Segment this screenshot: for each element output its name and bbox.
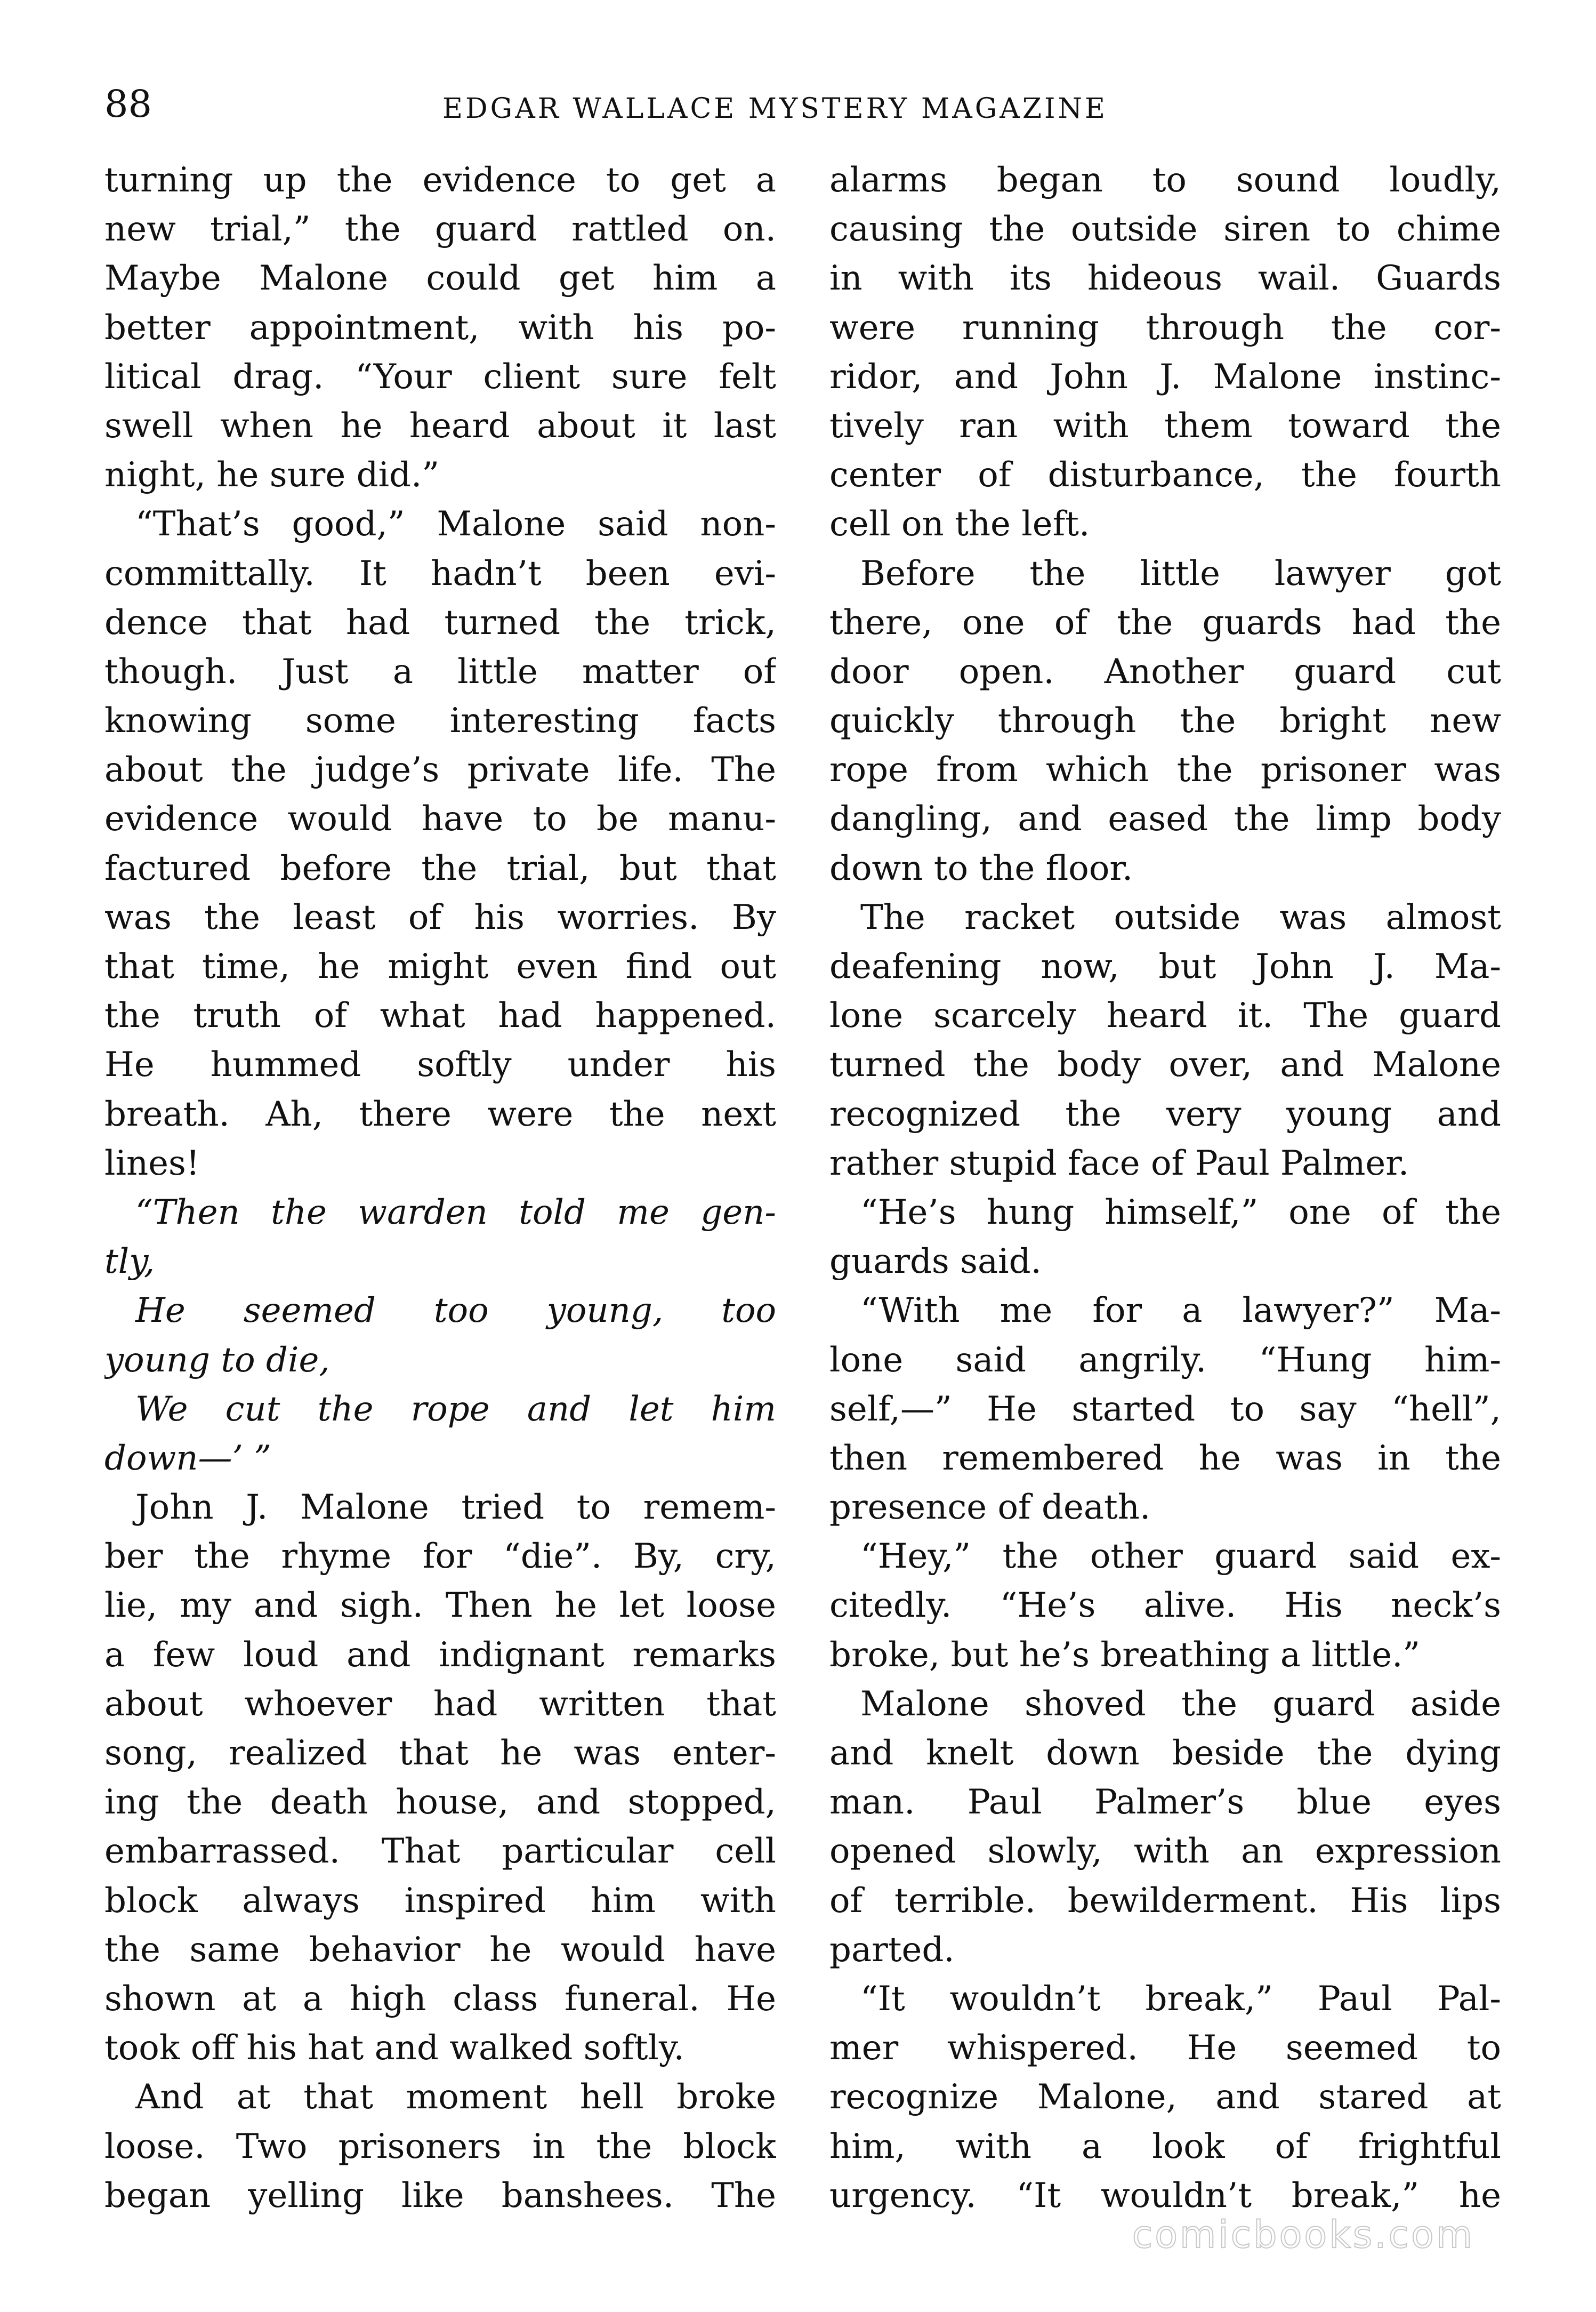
text-line: causing the outside siren to chime — [829, 210, 1501, 250]
text-line: block always inspired him with — [104, 1881, 776, 1921]
watermark: comicbooks.com — [1132, 2213, 1474, 2257]
text-line: He hummed softly under his — [104, 1045, 776, 1085]
text-line: citedly. “He’s alive. His neck’s — [829, 1586, 1501, 1626]
text-line: breath. Ah, there were the next — [104, 1094, 776, 1134]
text-line: there, one of the guards had the — [829, 603, 1501, 643]
text-line: lie, my and sigh. Then he let loose — [104, 1586, 776, 1626]
text-line: broke, but he’s breathing a little.” — [829, 1635, 1421, 1675]
text-line: and knelt down beside the dying — [829, 1733, 1501, 1773]
text-line: parted. — [829, 1930, 955, 1970]
text-line: down—’ ” — [104, 1438, 271, 1478]
text-line: alarms began to sound loudly, — [829, 160, 1501, 200]
text-line: dangling, and eased the limp body — [829, 799, 1501, 839]
left-text-column — [104, 156, 776, 2220]
text-line: ridor, and John J. Malone instinc- — [829, 357, 1501, 397]
text-line: “Then the warden told me gen- — [135, 1192, 776, 1232]
text-line: lines! — [104, 1143, 200, 1183]
text-line: self,—” He started to say “hell”, — [829, 1389, 1501, 1429]
text-line: of terrible. bewilderment. His lips — [829, 1881, 1501, 1921]
text-line: him, with a look of frightful — [829, 2126, 1501, 2166]
text-line: committally. It hadn’t been evi- — [104, 553, 776, 593]
text-line: though. Just a little matter of — [104, 652, 776, 692]
text-line: better appointment, with his po- — [104, 308, 776, 348]
text-line: mer whispered. He seemed to — [829, 2028, 1501, 2068]
text-line: tly, — [104, 1242, 155, 1282]
text-line: Malone shoved the guard aside — [860, 1684, 1501, 1724]
text-line: rope from which the prisoner was — [829, 750, 1501, 790]
page-number: 88 — [104, 82, 152, 126]
text-line: down to the floor. — [829, 848, 1133, 888]
text-line: presence of death. — [829, 1488, 1151, 1528]
text-line: dence that had turned the trick, — [104, 603, 776, 643]
text-line: quickly through the bright new — [829, 701, 1501, 741]
text-line: swell when he heard about it last — [104, 406, 776, 446]
text-line: cell on the left. — [829, 504, 1090, 544]
text-line: that time, he might even find out — [104, 947, 776, 986]
text-line: The racket outside was almost — [860, 897, 1501, 937]
text-line: turned the body over, and Malone — [829, 1045, 1501, 1085]
text-line: man. Paul Palmer’s blue eyes — [829, 1783, 1501, 1823]
text-line: center of disturbance, the fourth — [829, 455, 1501, 495]
text-line: song, realized that he was enter- — [104, 1733, 776, 1773]
text-line: litical drag. “Your client sure felt — [104, 357, 776, 397]
text-line: He seemed too young, too — [135, 1291, 776, 1331]
text-line: about whoever had written that — [104, 1684, 776, 1724]
text-line: new trial,” the guard rattled on. — [104, 210, 776, 250]
text-line: lone scarcely heard it. The guard — [829, 996, 1501, 1036]
text-line: turning up the evidence to get a — [104, 160, 776, 200]
text-line: recognize Malone, and stared at — [829, 2077, 1501, 2117]
text-line: tively ran with them toward the — [829, 406, 1501, 446]
text-line: deafening now, but John J. Ma- — [829, 947, 1501, 986]
text-line: young to die, — [104, 1340, 330, 1380]
running-head: EDGAR WALLACE MYSTERY MAGAZINE — [442, 93, 1108, 125]
text-line: the same behavior he would have — [104, 1930, 776, 1970]
text-line: were running through the cor- — [829, 308, 1501, 348]
text-line: in with its hideous wail. Guards — [829, 259, 1501, 299]
text-line: a few loud and indignant remarks — [104, 1635, 776, 1675]
text-line: Before the little lawyer got — [860, 553, 1501, 593]
right-text-column — [829, 156, 1501, 2220]
text-line: And at that moment hell broke — [135, 2077, 776, 2117]
text-line: lone said angrily. “Hung him- — [829, 1340, 1501, 1380]
text-line: recognized the very young and — [829, 1094, 1501, 1134]
text-line: rather stupid face of Paul Palmer. — [829, 1143, 1409, 1183]
text-line: “With me for a lawyer?” Ma- — [860, 1291, 1501, 1331]
text-line: ber the rhyme for “die”. By, cry, — [104, 1537, 776, 1577]
text-line: Maybe Malone could get him a — [104, 259, 776, 299]
text-line: “That’s good,” Malone said non- — [135, 504, 776, 544]
text-line: John J. Malone tried to remem- — [135, 1488, 776, 1528]
text-line: ing the death house, and stopped, — [104, 1783, 776, 1823]
text-line: shown at a high class funeral. He — [104, 1979, 776, 2019]
text-line: We cut the rope and let him — [135, 1389, 776, 1429]
text-line: door open. Another guard cut — [829, 652, 1501, 692]
text-line: about the judge’s private life. The — [104, 750, 776, 790]
text-line: the truth of what had happened. — [104, 996, 776, 1036]
text-line: “He’s hung himself,” one of the — [860, 1192, 1501, 1232]
text-line: “It wouldn’t break,” Paul Pal- — [860, 1979, 1501, 2019]
text-line: urgency. “It wouldn’t break,” he — [829, 2175, 1501, 2215]
text-line: began yelling like banshees. The — [104, 2175, 776, 2215]
text-line: factured before the trial, but that — [104, 848, 776, 888]
text-line: took off his hat and walked softly. — [104, 2028, 684, 2068]
text-line: then remembered he was in the — [829, 1438, 1501, 1478]
text-line: knowing some interesting facts — [104, 701, 776, 741]
text-line: opened slowly, with an expression — [829, 1832, 1501, 1872]
text-line: was the least of his worries. By — [104, 897, 776, 937]
text-line: evidence would have to be manu- — [104, 799, 776, 839]
text-line: night, he sure did.” — [104, 455, 440, 495]
text-line: loose. Two prisoners in the block — [104, 2126, 776, 2166]
text-line: embarrassed. That particular cell — [104, 1832, 776, 1872]
text-line: guards said. — [829, 1242, 1042, 1282]
text-line: “Hey,” the other guard said ex- — [860, 1537, 1501, 1577]
